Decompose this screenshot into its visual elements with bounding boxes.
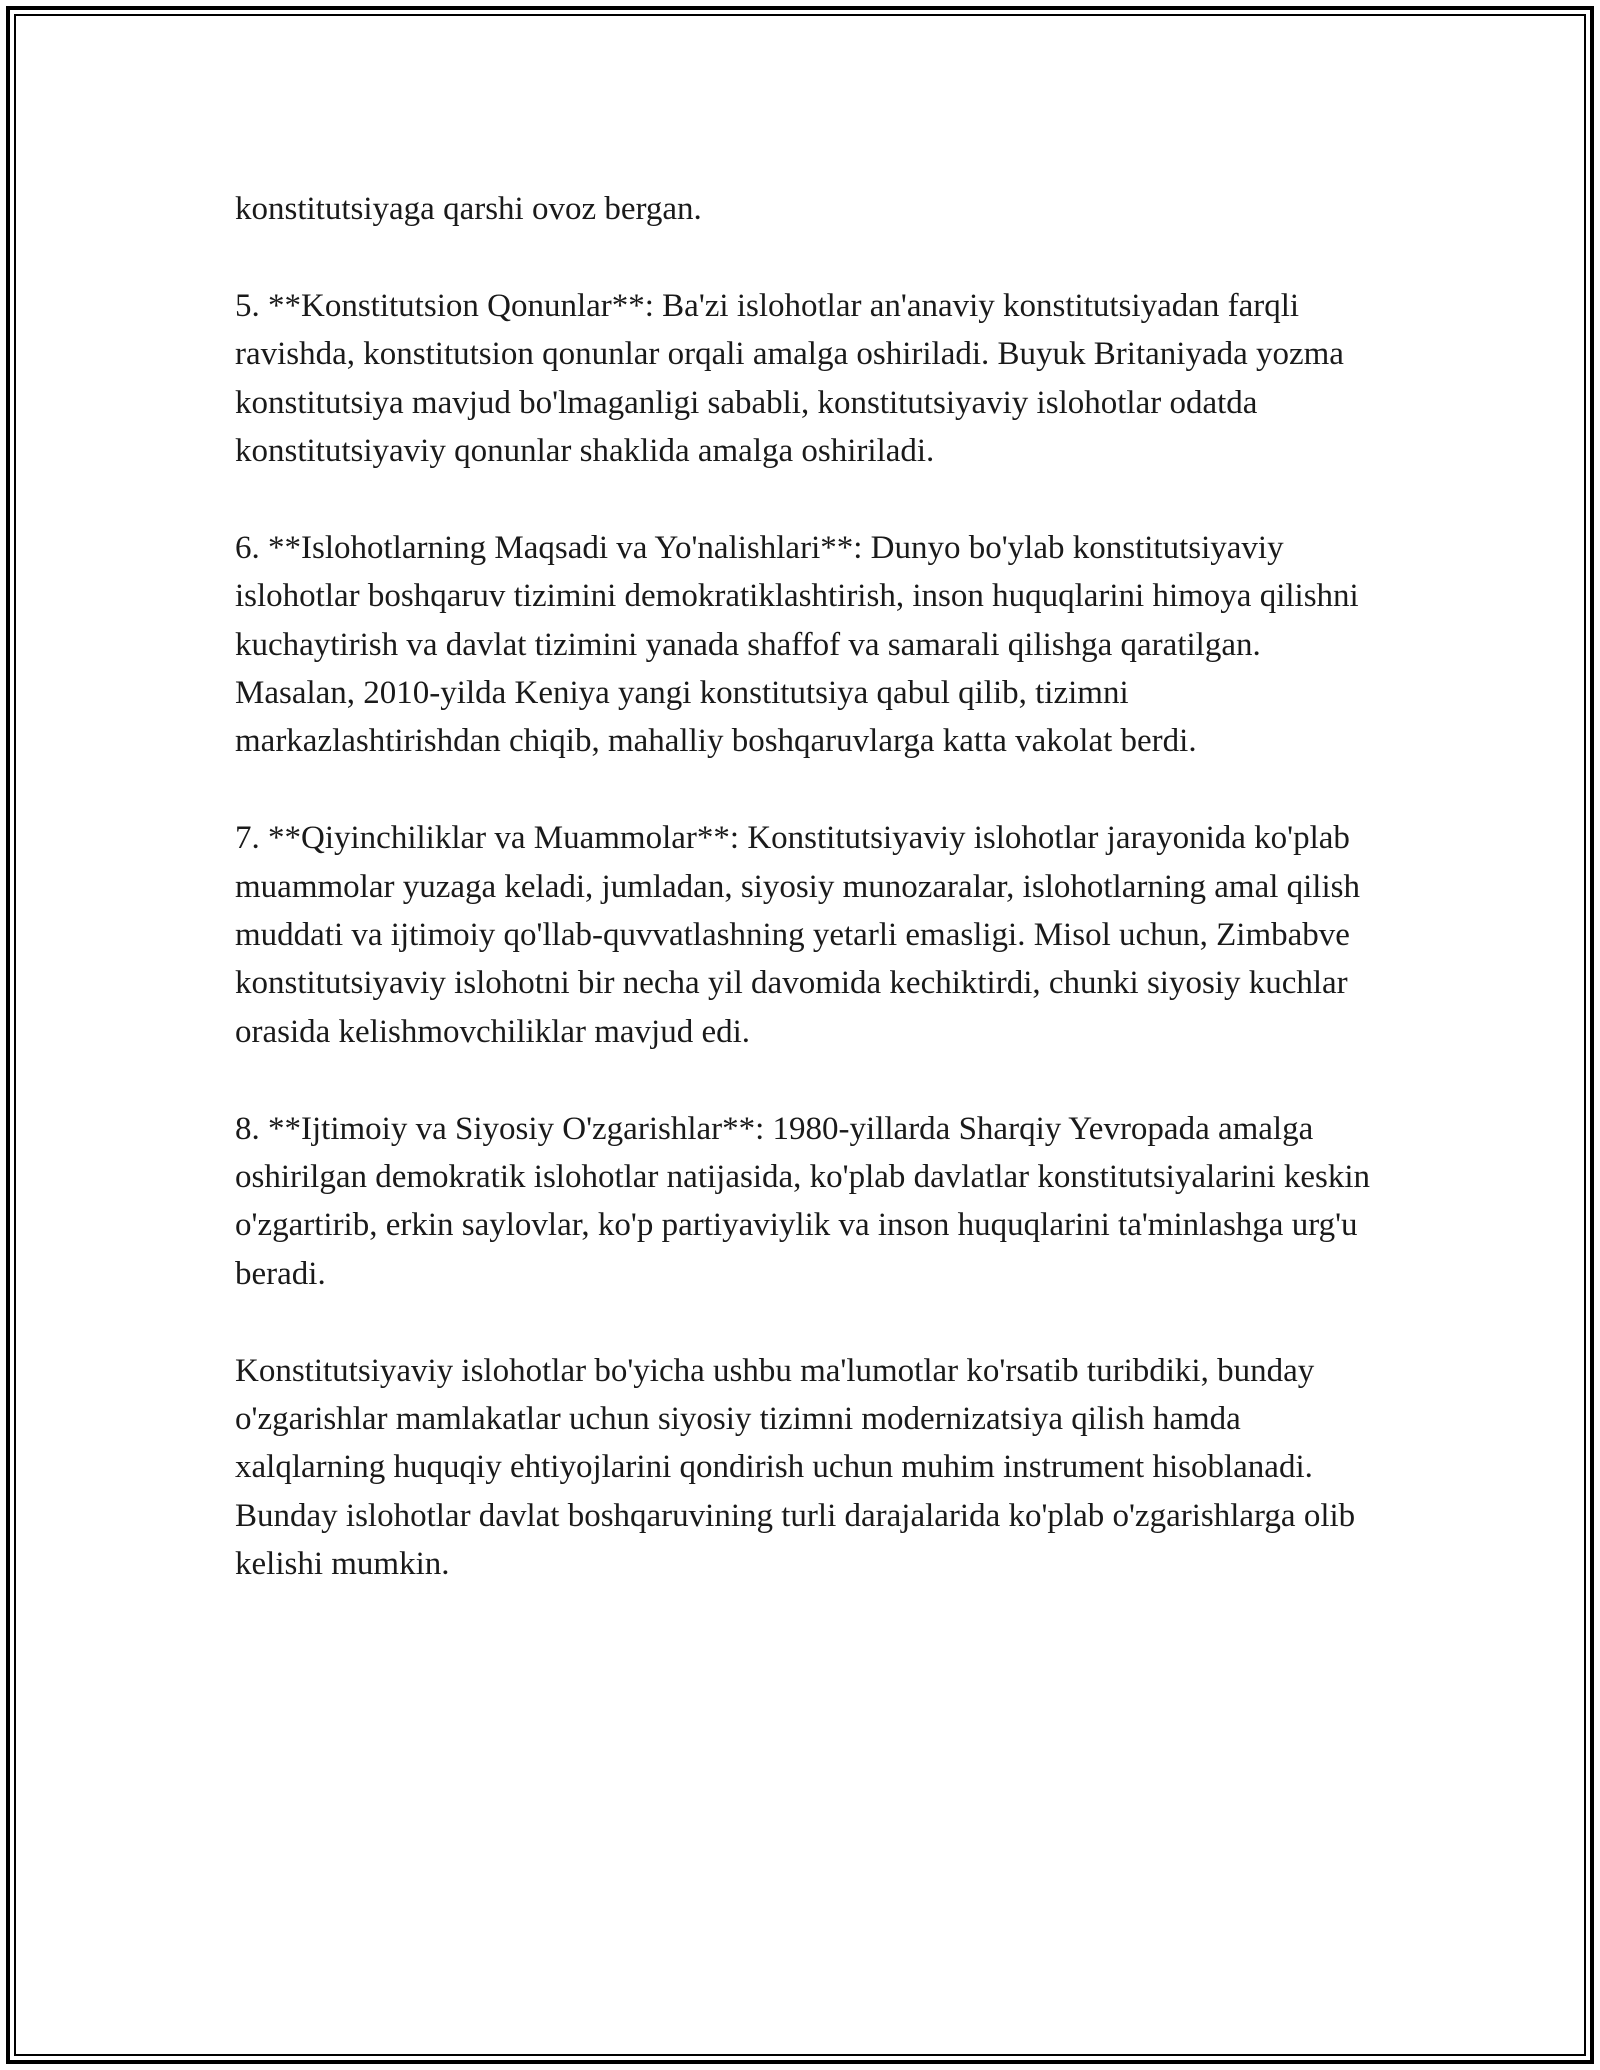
paragraph-item-7: 7. **Qiyinchiliklar va Muammolar**: Konstitutsiyaviy islohotlar jarayonida ko'plab muammolar yuzaga keladi, jumladan, siyosiy munozaralar, islohotlarning amal qilish muddati va ijtimoiy qo'llab-quvvatlashning yetarli emasligi. Misol uchun, Zimbabve konstitutsiyaviy islohotni bir necha yil davomida kechiktirdi, chunki siyosiy kuchlar orasida kelishmovchiliklar mavjud edi. [235,820,1360,1050]
paragraph-item-5: 5. **Konstitutsion Qonunlar**: Ba'zi islohotlar an'anaviy konstitutsiyadan farqli ravishda, konstitutsion qonunlar orqali amalga oshiriladi. Buyuk Britaniyada yozma konstitutsiya mavjud bo'lmaganligi sababli, konstitutsiyaviy islohotlar odatda konstitutsiyaviy qonunlar shaklida amalga oshiriladi. [235,287,1344,470]
paragraph-continuation: konstitutsiyaga qarshi ovoz bergan. [235,191,702,227]
paragraph-conclusion: Konstitutsiyaviy islohotlar bo'yicha ushbu ma'lumotlar ko'rsatib turibdiki, bunday o'zgarishlar mamlakatlar uchun siyosiy tizimni modernizatsiya qilish hamda xalqlarning huquqiy ehtiyojlarini qondirish uchun muhim instrument hisoblanadi. Bunday islohotlar davlat boshqaruvining turli darajalarida ko'plab o'zgarishlarga olib kelishi mumkin. [235,1352,1356,1583]
document-body [235,185,1375,1589]
paragraph-item-8: 8. **Ijtimoiy va Siyosiy O'zgarishlar**: 1980-yillarda Sharqiy Yevropada amalga oshirilgan demokratik islohotlar natijasida, ko'plab davlatlar konstitutsiyalarini keskin o'zgartirib, erkin saylovlar, ko'p partiyaviylik va inson huquqlarini ta'minlashga urg'u beradi. [235,1110,1371,1292]
paragraph-item-6: 6. **Islohotlarning Maqsadi va Yo'nalishlari**: Dunyo bo'ylab konstitutsiyaviy islohotlar boshqaruv tizimini demokratiklashtirish, inson huquqlarini himoya qilishni kuchaytirish va davlat tizimini yanada shaffof va samarali qilishga qaratilgan. Masalan, 2010-yilda Keniya yangi konstitutsiya qabul qilib, tizimni markazlashtirishdan chiqib, mahalliy boshqaruvlarga katta vakolat berdi. [235,529,1359,760]
